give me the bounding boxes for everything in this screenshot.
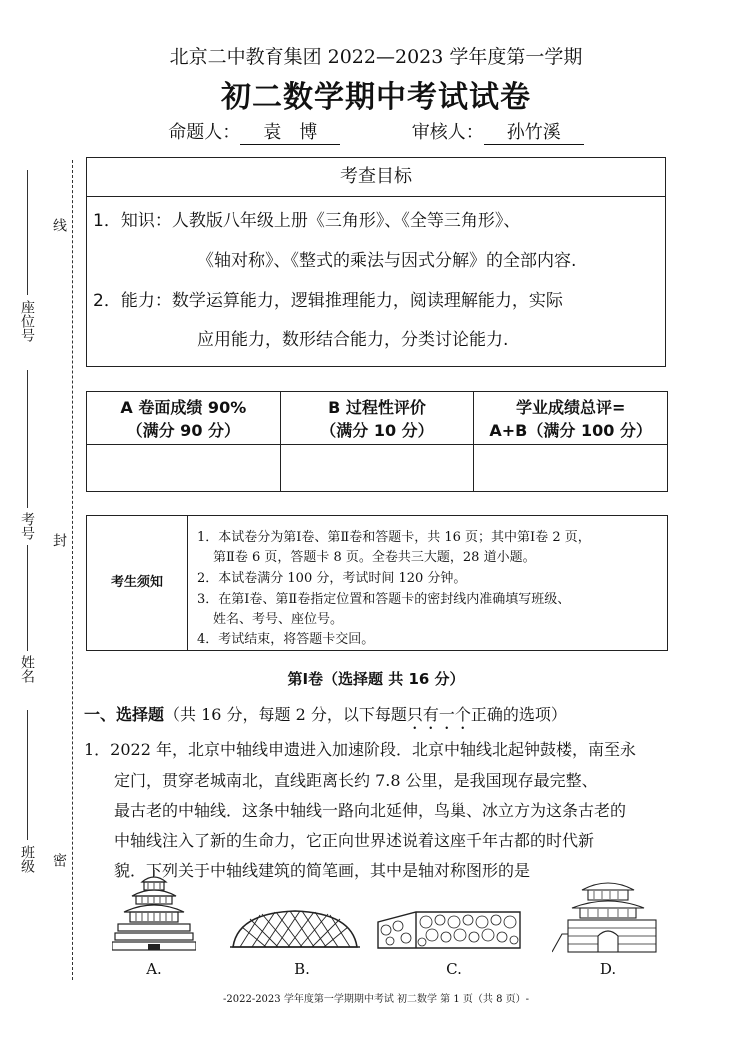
option-b-label[interactable]: B. (294, 960, 310, 978)
question-line: 定门，贯穿老城南北，直线距离长约 7.8 公里，是我国现存最完整、 (114, 771, 598, 790)
authors-line (0, 118, 752, 145)
notice-label: 考生须知 (87, 516, 188, 650)
line-mark: 线 (51, 218, 67, 232)
option-d-label[interactable]: D. (599, 960, 617, 978)
seat-blank[interactable] (27, 170, 28, 295)
score-table (86, 391, 668, 492)
score-cell-b[interactable] (280, 445, 474, 492)
part-one-label: 一、选择题 (84, 705, 165, 724)
objective-line-3: 2．能力：数学运算能力，逻辑推理能力，阅读理解能力，实际 (93, 291, 563, 311)
notice-item: 1．本试卷分为第Ⅰ卷、第Ⅱ卷和答题卡，共 16 页；其中第Ⅰ卷 2 页， (197, 530, 591, 545)
author-label: 命题人： (168, 122, 241, 143)
secret-mark: 密 (51, 853, 67, 867)
notice-item: 2．本试卷满分 100 分，考试时间 120 分钟。 (197, 571, 467, 586)
class-label: 班级 (19, 845, 35, 873)
objective-line-1: 1．知识：人教版八年级上册《三角形》、《全等三角形》、 (93, 211, 521, 231)
candidate-notice (86, 515, 668, 651)
score-cell-a[interactable] (87, 445, 281, 492)
emphasis-text: 只有一个 (406, 705, 471, 724)
reviewer-name: 孙竹溪 (484, 118, 584, 145)
name-label: 姓名 (19, 655, 35, 683)
reviewer-label: 审核人： (411, 122, 484, 143)
class-blank[interactable] (27, 710, 28, 840)
part-one-heading: 一、选择题（共 16 分，每题 2 分，以下每题只有一个正确的选项） (84, 705, 567, 724)
option-c-label[interactable]: C. (446, 960, 462, 978)
name-blank[interactable] (27, 545, 28, 651)
temple-of-heaven-drawing (112, 868, 196, 954)
option-a-label[interactable]: A. (146, 960, 162, 978)
score-col-total: 学业成绩总评= A+B（满分 100 分） (474, 392, 668, 445)
exam-no-label: 考号 (19, 512, 35, 540)
question-line: 1．2022 年，北京中轴线申遗进入加速阶段．北京中轴线北起钟鼓楼，南至永 (84, 740, 636, 759)
question-line: 最古老的中轴线．这条中轴线一路向北延伸，鸟巢、冰立方为这条古老的 (114, 801, 627, 820)
section-title: 第Ⅰ卷（选择题 共 16 分） (287, 670, 465, 688)
score-col-a: A 卷面成绩 90% （满分 90 分） (87, 392, 281, 445)
notice-item: 第Ⅱ卷 6 页，答题卡 8 页。全卷共三大题，28 道小题。 (213, 550, 536, 565)
water-cube-drawing (376, 908, 522, 952)
exam-no-blank[interactable] (27, 370, 28, 508)
seal-mark: 封 (51, 533, 67, 547)
notice-item: 3．在第Ⅰ卷、第Ⅱ卷指定位置和答题卡的密封线内准确填写班级、 (197, 592, 571, 607)
seal-dashed-line (72, 160, 73, 980)
bell-tower-drawing (552, 872, 664, 954)
question-line: 中轴线注入了新的生命力，它正向世界述说着这座千年古都的时代新 (114, 831, 595, 850)
score-cell-total[interactable] (474, 445, 668, 492)
objectives-box (86, 157, 666, 367)
page-title: 初二数学期中考试试卷 (221, 80, 531, 115)
seat-label: 座位号 (19, 300, 35, 342)
author-name: 袁 博 (240, 118, 340, 145)
page-footer: -2022-2023 学年度第一学期期中考试 初二数学 第 1 页（共 8 页）- (222, 994, 529, 1005)
objective-line-4: 应用能力，数形结合能力，分类讨论能力. (197, 330, 509, 350)
question-line: 貌．下列关于中轴线建筑的简笔画，其中是轴对称图形的是 (114, 861, 531, 880)
objective-line-2: 《轴对称》、《整式的乘法与因式分解》的全部内容. (197, 251, 577, 271)
school-name: 北京二中教育集团 2022—2023 学年度第一学期 (169, 46, 583, 68)
objectives-heading: 考查目标 (87, 158, 665, 197)
notice-item: 4．考试结束，将答题卡交回。 (197, 632, 375, 647)
birds-nest-drawing (230, 905, 360, 950)
score-col-b: B 过程性评价 （满分 10 分） (280, 392, 474, 445)
notice-item: 姓名、考号、座位号。 (213, 612, 344, 627)
